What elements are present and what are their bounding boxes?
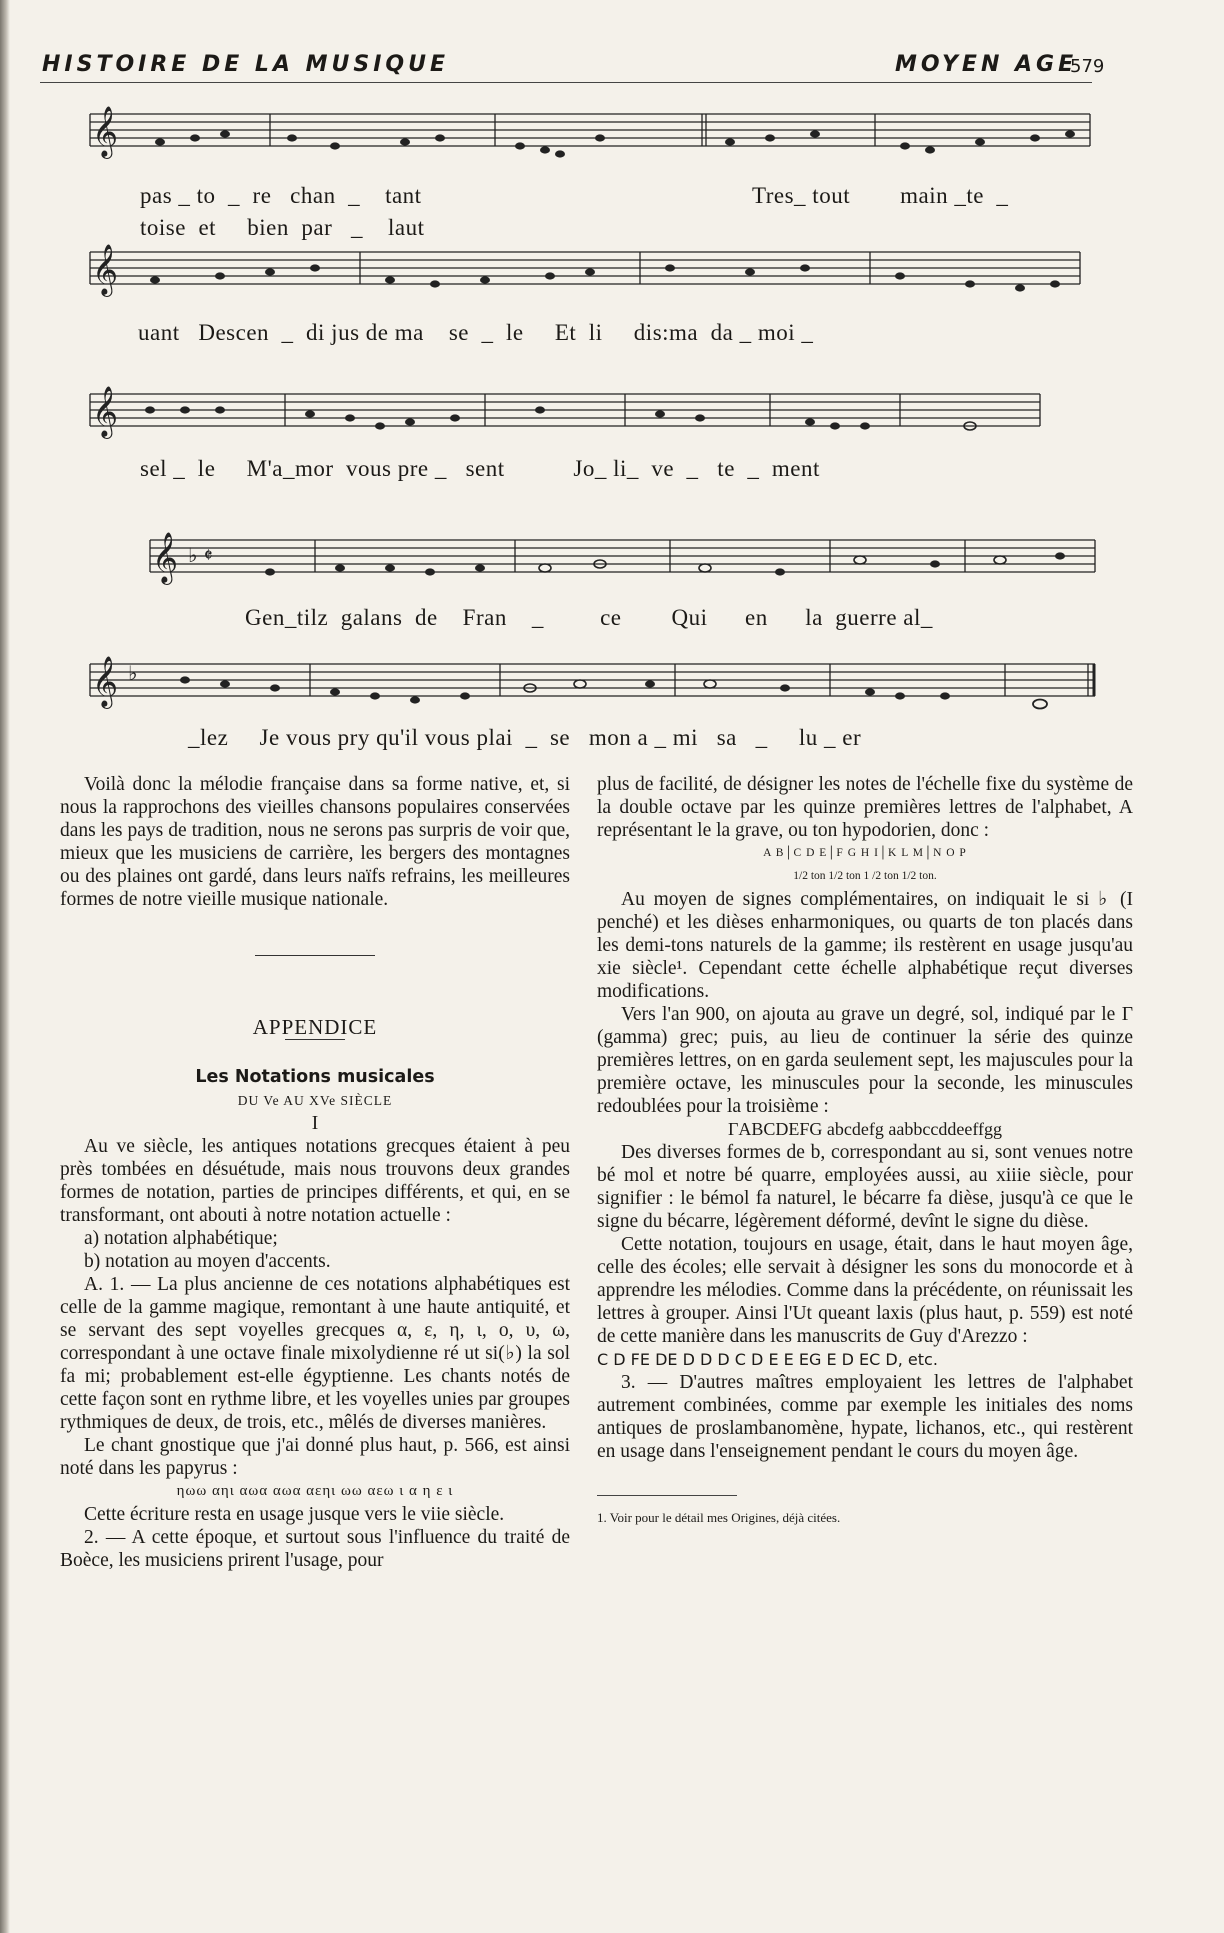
left-column — [60, 773, 570, 1572]
page-number: 579 — [1070, 56, 1105, 77]
svg-text:♭ 𝄵: ♭ 𝄵 — [188, 543, 213, 567]
svg-text:♭: ♭ — [128, 661, 138, 685]
music-staff-1 — [70, 100, 1100, 170]
appendix-title: APPENDICE — [252, 1015, 378, 1039]
right-column — [597, 773, 1133, 1529]
guido-notation-line: C D FE DE D D D C D E E EG E D EC D, etc. — [597, 1350, 938, 1369]
lyric-line-5: _lez Je vous pry qu'il vous plai _ se mon a _ mi sa _ lu _ er — [188, 725, 862, 750]
letter-sequence: ΓABCDEFG abcdefg aabbccddeeffgg — [728, 1119, 1002, 1139]
section-number: I — [311, 1113, 319, 1134]
lyric-line-2: uant Descen _ di jus de ma se _ le Et li dis:ma da _ moi _ — [138, 320, 814, 345]
paragraph-2: A. 1. — La plus ancienne de ces notations alphabétiques est celle de la gamme magique, remontant à une haute antiquité, et se servant des sept voyelles grecques α, ε, η, ι, ο, υ, ω, correspondant à une octave finale mixolydienne ré ut si(♭) la sol fa mi; probablement est-elle égyptienne. Les chants notés de cette façon sont en rythme libre, et les voyelles unies par groupes rythmiques de deux, de trois, etc., mêlés de diverses manières. — [60, 1274, 570, 1433]
lyric-line-1a: pas _ to _ re chan _ tant — [140, 183, 422, 208]
svg-text:𝄞: 𝄞 — [92, 386, 119, 437]
title-rule — [285, 1039, 345, 1040]
section-divider — [255, 955, 375, 956]
lyric-line-1c: toise et bien par _ laut — [140, 215, 425, 240]
lyric-line-1b: Tres_ tout main _te _ — [752, 183, 1009, 208]
paragraph-3: Le chant gnostique que j'ai donné plus haut, p. 566, est ainsi noté dans les papyrus : — [60, 1435, 570, 1479]
svg-text:𝄞: 𝄞 — [92, 106, 119, 157]
section-heading: Les Notations musicales — [195, 1067, 435, 1087]
greek-notation-line: ηωω αηι αωα αωα αεηι ωω αεω ι α η ε ι — [176, 1483, 454, 1499]
svg-text:𝄞: 𝄞 — [92, 656, 119, 707]
lyric-line-3: sel _ le M'a_mor vous pre _ sent Jo_ li_ ve _ te _ ment — [140, 456, 820, 481]
svg-text:𝄞: 𝄞 — [92, 244, 119, 295]
section-subheading: DU Ve AU XVe SIÈCLE — [237, 1093, 393, 1108]
scale-letters: A B│C D E│F G H I│K L M│N O P — [763, 847, 967, 859]
list-item-a: a) notation alphabétique; — [84, 1228, 278, 1249]
right-paragraph-3: Vers l'an 900, on ajouta au grave un degré, sol, indiqué par le Γ (gamma) grec; puis, au lieu de continuer la série des quinze premières lettres, on en garda seulement sept, les majuscules pour la première octave, les minuscules pour la seconde, les minuscules redoublées pour la troisième : — [597, 1004, 1133, 1117]
running-head-left: HISTOIRE DE LA MUSIQUE — [42, 52, 449, 77]
music-staff-5 — [70, 650, 1100, 720]
right-paragraph-2: Au moyen de signes complémentaires, on indiquait le si ♭ (I penché) et les dièses enharmoniques, ou quarts de ton placés dans les demi-tons naturels de la gamme; ils restèrent en usage jusqu'au xie siècle¹. Cependant cette échelle alphabétique reçut diverses modifications. — [597, 889, 1133, 1002]
scale-tones: 1/2 ton 1/2 ton 1 /2 ton 1/2 ton. — [793, 870, 937, 882]
svg-text:𝄞: 𝄞 — [152, 532, 179, 583]
right-paragraph-5: Cette notation, toujours en usage, était, dans le haut moyen âge, celle des écoles; elle servait à désigner les sons du monocorde et à apprendre les mélodies. Comme dans la précédente, on réunissait les lettres à grouper. Ainsi l'Ut queant laxis (plus haut, p. 559) est noté de cette manière dans les manuscrits de Guy d'Arezzo : — [597, 1234, 1133, 1347]
page-spine-shadow — [0, 0, 10, 1933]
header-rule — [40, 82, 1092, 83]
right-paragraph-1: plus de facilité, de désigner les notes de l'échelle fixe du système de la double octave par les quinze premières lettres de l'alphabet, A représentant le la grave, ou ton hypodorien, donc : — [597, 774, 1133, 841]
paragraph-1: Au ve siècle, les antiques notations grecques étaient à peu près tombées en désuétude, mais nous trouvons deux grandes formes de notation, parties de principes différents, et qui, en se transformant, ont abouti à notre notation actuelle : — [60, 1136, 570, 1226]
list-item-b: b) notation au moyen d'accents. — [84, 1251, 331, 1272]
paragraph-4: Cette écriture resta en usage jusque vers le viie siècle. — [84, 1504, 505, 1525]
intro-paragraph: Voilà donc la mélodie française dans sa forme native, et, si nous la rapprochons des vieilles chansons populaires conservées dans les pays de tradition, nous ne serons pas surpris de voir que, mieux que les musiciens de carrière, les bergers des montagnes ou des plaines ont gardé, dans leurs naïfs refrains, les meilleures formes de notre vieille musique nationale. — [60, 774, 570, 910]
paragraph-5: 2. — A cette époque, et surtout sous l'influence du traité de Boèce, les musiciens prirent l'usage, pour — [60, 1527, 570, 1571]
lyric-line-4: Gen_tilz galans de Fran _ ce Qui en la guerre al_ — [245, 605, 933, 630]
footnote: 1. Voir pour le détail mes Origines, déjà citées. — [597, 1495, 737, 1529]
music-staff-3 — [70, 380, 1100, 450]
music-staff-4 — [130, 520, 1100, 590]
music-staff-2 — [70, 232, 1100, 307]
right-paragraph-6: 3. — D'autres maîtres employaient les lettres de l'alphabet autrement combinées, comme par exemple les initiales des noms antiques de proslambanomène, hypate, lichanos, etc., qui restèrent en usage dans l'enseignement pendant le cours du moyen âge. — [597, 1372, 1133, 1462]
right-paragraph-4: Des diverses formes de b, correspondant au si, sont venues notre bé mol et notre bé quarre, employées aussi, au xiiie siècle, pour signifier : le bémol fa naturel, le bécarre fa dièse, jusqu'à ce que le signe du bécarre, légèrement déformé, devînt le signe du dièse. — [597, 1142, 1133, 1232]
running-head-right: MOYEN AGE — [895, 52, 1078, 77]
